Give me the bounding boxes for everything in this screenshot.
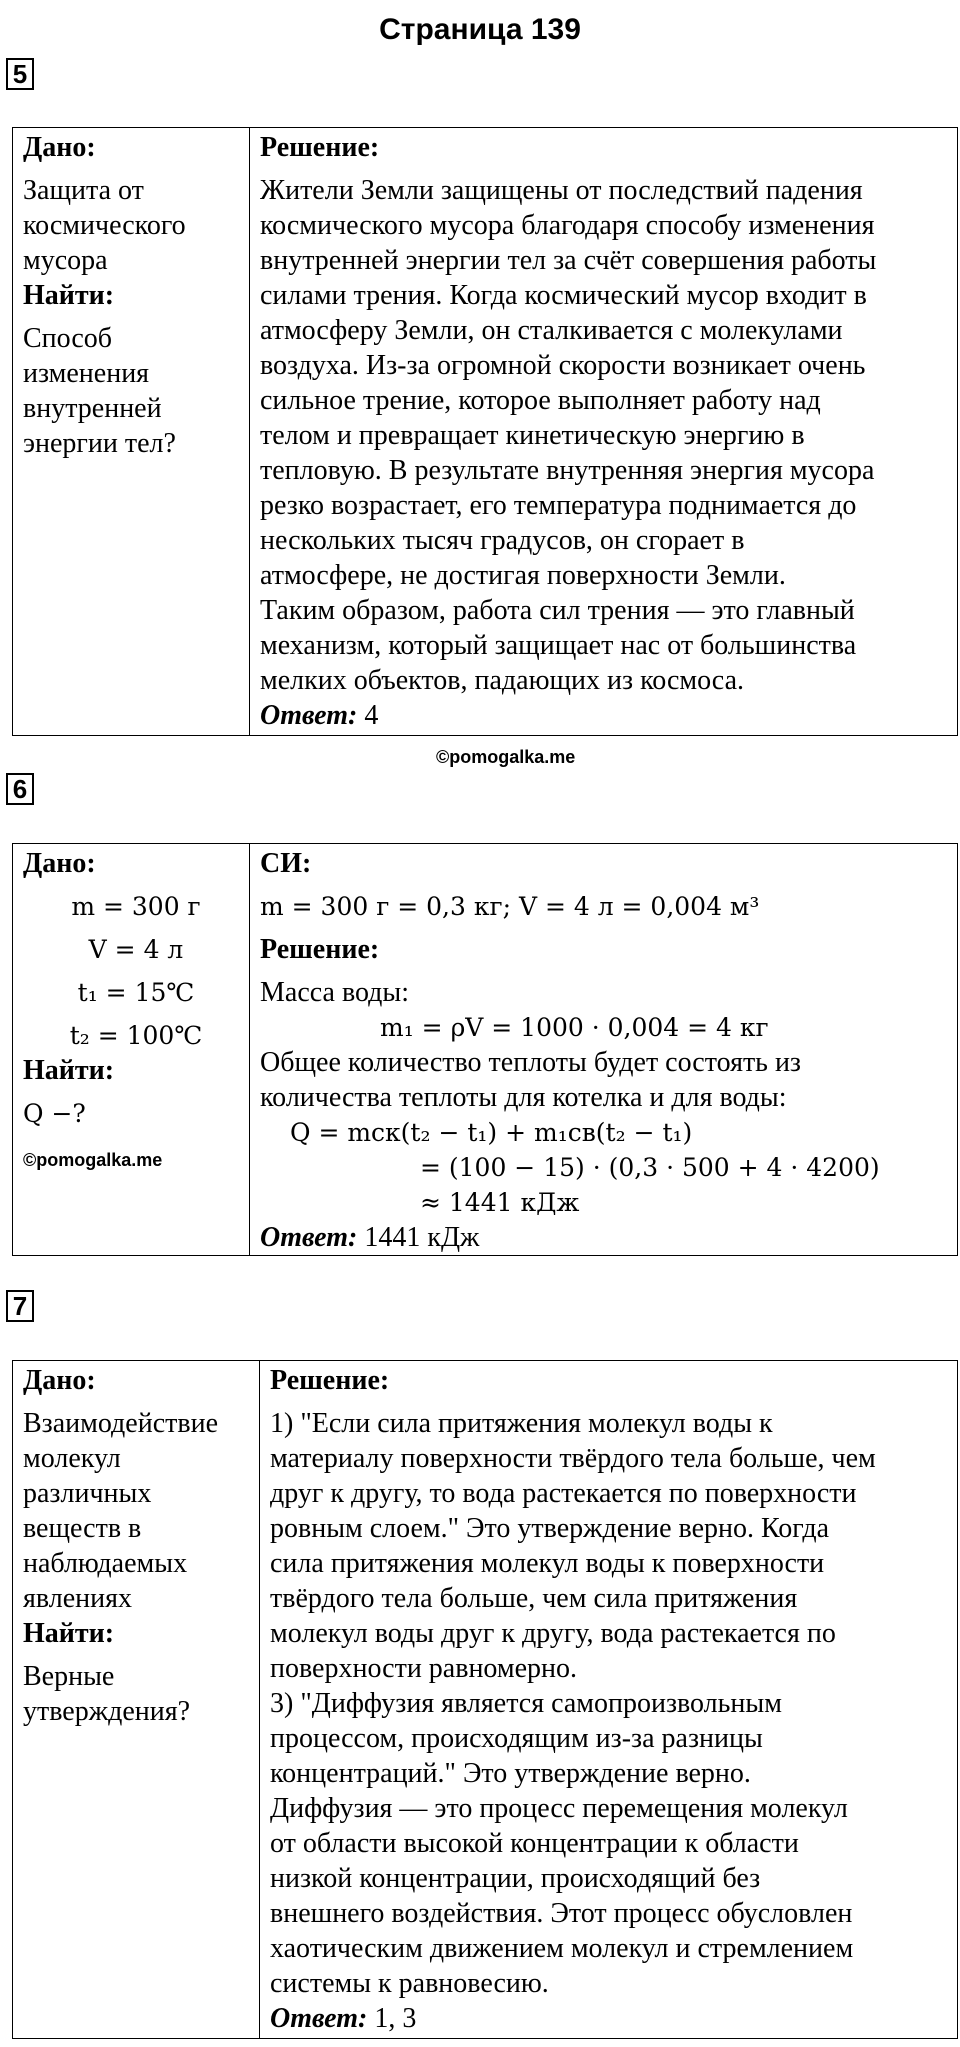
solution-line: силами трения. Когда космический мусор входит в xyxy=(260,280,867,311)
solution-line: системы к равновесию. xyxy=(270,1968,549,1999)
find-label: Найти: xyxy=(23,280,115,311)
given-column xyxy=(13,128,250,736)
find-line: утверждения? xyxy=(23,1696,191,1727)
given-line: наблюдаемых xyxy=(23,1548,188,1579)
answer-line xyxy=(270,2001,957,2036)
solution-label: Решение: xyxy=(260,934,380,965)
heat-formula-result: ≈ 1441 кДж xyxy=(420,1188,580,1217)
answer-value: 1, 3 xyxy=(367,2003,417,2034)
solution-line: космического мусора благодаря способу изменения xyxy=(260,210,875,241)
solution-line: нескольких тысяч градусов, он сгорает в xyxy=(260,525,745,556)
heat-formula: Q = mcк(t₂ − t₁) + m₁cв(t₂ − t₁) xyxy=(290,1118,693,1147)
solution-line: процессом, происходящим из-за разницы xyxy=(270,1723,763,1754)
watermark: ©pomogalka.me xyxy=(23,1150,163,1170)
given-line: мусора xyxy=(23,245,108,276)
solution-line: тепловую. В результате внутренняя энергия мусора xyxy=(260,455,875,486)
solution-line: от области высокой концентрации к области xyxy=(270,1828,799,1859)
solution-line: Таким образом, работа сил трения — это главный xyxy=(260,595,855,626)
text-line: количества теплоты для котелка и для воды: xyxy=(260,1082,787,1113)
solution-line: механизм, который защищает нас от большинства xyxy=(260,630,857,661)
solution-line: воздуха. Из-за огромной скорости возникает очень xyxy=(260,350,866,381)
solution-column xyxy=(250,128,958,736)
solution-line: поверхности равномерно. xyxy=(270,1653,578,1684)
solution-line: сильное трение, которое выполняет работу над xyxy=(260,385,821,416)
solution-line: твёрдого тела больше, чем сила притяжения xyxy=(270,1583,798,1614)
answer-label: Ответ: xyxy=(260,1222,358,1253)
given-column xyxy=(13,1361,260,2039)
given-line: m = 300 г xyxy=(71,892,201,921)
watermark: ©pomogalka.me xyxy=(436,747,576,767)
find-line: внутренней xyxy=(23,393,162,424)
mass-label: Масса воды: xyxy=(260,977,410,1008)
solution-line: Диффузия — это процесс перемещения молекул xyxy=(270,1793,848,1824)
find-line: изменения xyxy=(23,358,150,389)
page-title: Страница 139 xyxy=(379,13,581,46)
find-value: Q −? xyxy=(23,1099,86,1128)
solution-line: телом и превращает кинетическую энергию в xyxy=(260,420,805,451)
given-label: Дано: xyxy=(23,1365,96,1396)
solution-line: атмосферу Земли, он сталкивается с молекулами xyxy=(260,315,843,346)
answer-label: Ответ: xyxy=(260,700,358,731)
given-line: t₁ = 15℃ xyxy=(77,978,195,1007)
solution-line: концентраций." Это утверждение верно. xyxy=(270,1758,751,1789)
task-5-table xyxy=(12,127,958,736)
find-line: Способ xyxy=(23,323,113,354)
answer-value: 1441 кДж xyxy=(357,1222,480,1253)
task-7-table xyxy=(12,1360,958,2039)
solution-column xyxy=(260,1361,958,2039)
solution-line: сила притяжения молекул воды к поверхности xyxy=(270,1548,825,1579)
given-line: молекул xyxy=(23,1443,121,1474)
solution-column xyxy=(250,844,958,1256)
solution-line: атмосфере, не достигая поверхности Земли. xyxy=(260,560,786,591)
solution-line: друг к другу, то вода растекается по поверхности xyxy=(270,1478,857,1509)
answer-line xyxy=(260,698,957,733)
solution-line: хаотическим движением молекул и стремлением xyxy=(270,1933,854,1964)
solution-line: внешнего воздействия. Этот процесс обусловлен xyxy=(270,1898,853,1929)
given-line: веществ в xyxy=(23,1513,142,1544)
solution-line: материалу поверхности твёрдого тела больше, чем xyxy=(270,1443,876,1474)
solution-line: Жители Земли защищены от последствий падения xyxy=(260,175,863,206)
find-line: Верные xyxy=(23,1661,115,1692)
answer-value: 4 xyxy=(357,700,379,731)
task-number-6: 6 xyxy=(6,773,34,805)
solution-label: Решение: xyxy=(260,132,380,163)
answer-line xyxy=(260,1220,957,1255)
solution-line: 3) "Диффузия является самопроизвольным xyxy=(270,1688,782,1719)
task-number-5: 5 xyxy=(6,58,34,90)
solution-line: низкой концентрации, происходящий без xyxy=(270,1863,761,1894)
answer-label: Ответ: xyxy=(270,2003,368,2034)
given-label: Дано: xyxy=(23,848,96,879)
solution-line: мелких объектов, падающих из космоса. xyxy=(260,665,744,696)
given-line: Взаимодействие xyxy=(23,1408,219,1439)
solution-line: ровным слоем." Это утверждение верно. Когда xyxy=(270,1513,830,1544)
find-label: Найти: xyxy=(23,1618,115,1649)
given-line: t₂ = 100℃ xyxy=(69,1021,203,1050)
given-line: явлениях xyxy=(23,1583,132,1614)
mass-formula: m₁ = ρV = 1000 · 0,004 = 4 кг xyxy=(380,1013,769,1042)
given-label: Дано: xyxy=(23,132,96,163)
find-label: Найти: xyxy=(23,1055,115,1086)
solution-line: резко возрастает, его температура поднимается до xyxy=(260,490,857,521)
given-column xyxy=(13,844,250,1256)
heat-formula-step: = (100 − 15) · (0,3 · 500 + 4 · 4200) xyxy=(420,1153,880,1182)
task-6-table xyxy=(12,843,958,1256)
given-line: различных xyxy=(23,1478,152,1509)
solution-line: внутренней энергии тел за счёт совершения работы xyxy=(260,245,877,276)
solution-line: молекул воды друг к другу, вода растекается по xyxy=(270,1618,836,1649)
given-line: Защита от xyxy=(23,175,144,206)
find-line: энергии тел? xyxy=(23,428,176,459)
si-line: m = 300 г = 0,3 кг; V = 4 л = 0,004 м³ xyxy=(260,892,760,921)
task-number-7: 7 xyxy=(6,1290,34,1322)
given-line: V = 4 л xyxy=(88,935,184,964)
text-line: Общее количество теплоты будет состоять из xyxy=(260,1047,801,1078)
solution-label: Решение: xyxy=(270,1365,390,1396)
given-line: космического xyxy=(23,210,186,241)
solution-line: 1) "Если сила притяжения молекул воды к xyxy=(270,1408,773,1439)
si-label: СИ: xyxy=(260,848,312,879)
